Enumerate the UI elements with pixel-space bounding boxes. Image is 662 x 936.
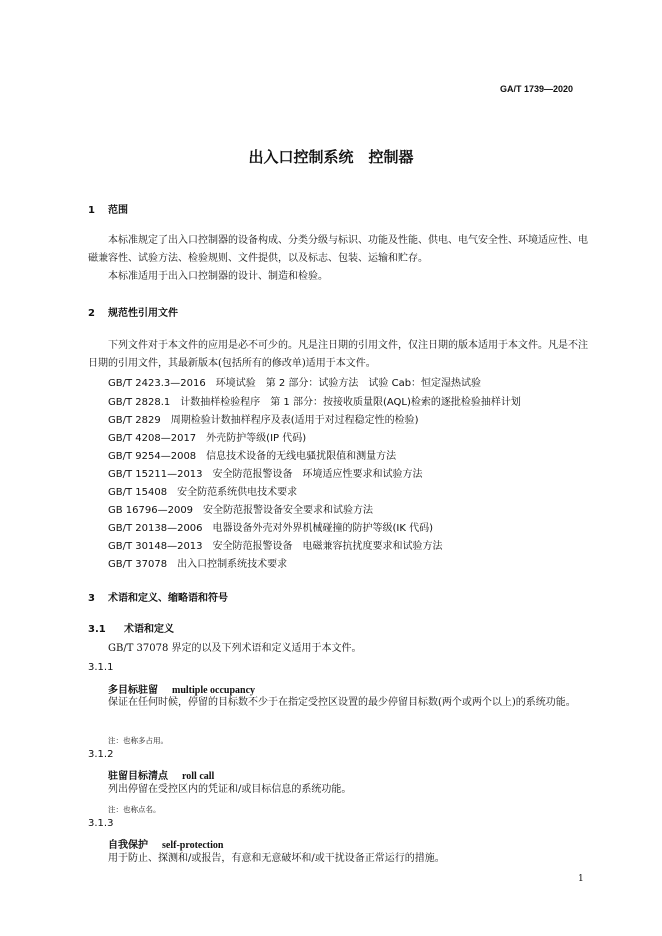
term-zh: 自我保护 <box>108 840 148 851</box>
term-heading <box>108 836 223 851</box>
document-title: 出入口控制系统 控制器 <box>248 148 414 166</box>
section-title: 范围 <box>108 205 128 216</box>
reference-item: GB/T 4208—2017 外壳防护等级(IP 代码) <box>108 433 307 444</box>
term-definition: 保证在任何时候，停留的目标数不少于在指定受控区设置的最少停留目标数(两个或两个以上)的系统功能。 <box>108 697 576 708</box>
term-definition: 用于防止、探测和/或报告，有意和无意破坏和/或干扰设备正常运行的措施。 <box>108 853 445 864</box>
reference-item: GB/T 20138—2006 电器设备外壳对外界机械碰撞的防护等级(IK 代码) <box>108 523 434 534</box>
reference-item: GB/T 30148—2013 安全防范报警设备 电磁兼容抗扰度要求和试验方法 <box>108 541 443 552</box>
term-note: 注：也称点名。 <box>108 805 161 814</box>
standard-number: GA/T 1739—2020 <box>500 84 574 94</box>
term-definition: 列出停留在受控区内的凭证和/或目标信息的系统功能。 <box>108 784 352 795</box>
subsection-title: 术语和定义 <box>124 624 174 635</box>
reference-item: GB/T 2423.3—2016 环境试验 第 2 部分：试验方法 试验 Cab：恒定湿热试验 <box>108 378 482 389</box>
reference-item: GB/T 9254—2008 信息技术设备的无线电骚扰限值和测量方法 <box>108 451 397 462</box>
section-2-heading <box>88 304 178 319</box>
terms-intro: GB/T 37078 界定的以及下列术语和定义适用于本文件。 <box>108 643 362 654</box>
subsection-number: 3.1 <box>88 624 106 635</box>
subsection-3-1-heading <box>88 620 174 635</box>
term-note: 注：也称多占用。 <box>108 736 168 745</box>
term-heading <box>108 767 214 782</box>
term-code: 3.1.1 <box>88 662 114 673</box>
term-zh: 驻留目标清点 <box>108 771 168 782</box>
term-en: self-protection <box>162 840 224 851</box>
section-1-heading <box>88 201 128 216</box>
section-title: 规范性引用文件 <box>108 308 178 319</box>
section-title: 术语和定义、缩略语和符号 <box>108 593 228 604</box>
scope-paragraph-2: 本标准适用于出入口控制器的设计、制造和检验。 <box>108 271 328 282</box>
term-zh: 多目标驻留 <box>108 685 158 696</box>
section-number: 2 <box>88 308 95 319</box>
scope-paragraph-1: 本标准规定了出入口控制器的设备构成、分类分级与标识、功能及性能、供电、电气安全性、环境适应性、电磁兼容性、试验方法、检验规则、文件提供，以及标志、包装、运输和贮存。 <box>88 235 588 264</box>
reference-item: GB/T 2828.1 计数抽样检验程序 第 1 部分：按接收质量限(AQL)检索的逐批检验抽样计划 <box>108 397 521 408</box>
term-en: multiple occupancy <box>172 685 256 696</box>
reference-item: GB/T 37078 出入口控制系统技术要求 <box>108 559 288 570</box>
section-3-heading <box>88 589 228 604</box>
term-code: 3.1.2 <box>88 749 114 760</box>
page-number: 1 <box>578 874 584 884</box>
term-en: roll call <box>182 771 215 782</box>
references-intro: 下列文件对于本文件的应用是必不可少的。凡是注日期的引用文件，仅注日期的版本适用于本文件。凡是不注日期的引用文件，其最新版本(包括所有的修改单)适用于本文件。 <box>88 340 588 369</box>
reference-item: GB/T 15408 安全防范系统供电技术要求 <box>108 487 298 498</box>
section-number: 3 <box>88 593 95 604</box>
reference-item: GB 16796—2009 安全防范报警设备安全要求和试验方法 <box>108 505 374 516</box>
reference-item: GB/T 2829 周期检验计数抽样程序及表(适用于对过程稳定性的检验) <box>108 415 419 426</box>
section-number: 1 <box>88 205 95 216</box>
reference-item: GB/T 15211—2013 安全防范报警设备 环境适应性要求和试验方法 <box>108 469 423 480</box>
term-code: 3.1.3 <box>88 818 114 829</box>
